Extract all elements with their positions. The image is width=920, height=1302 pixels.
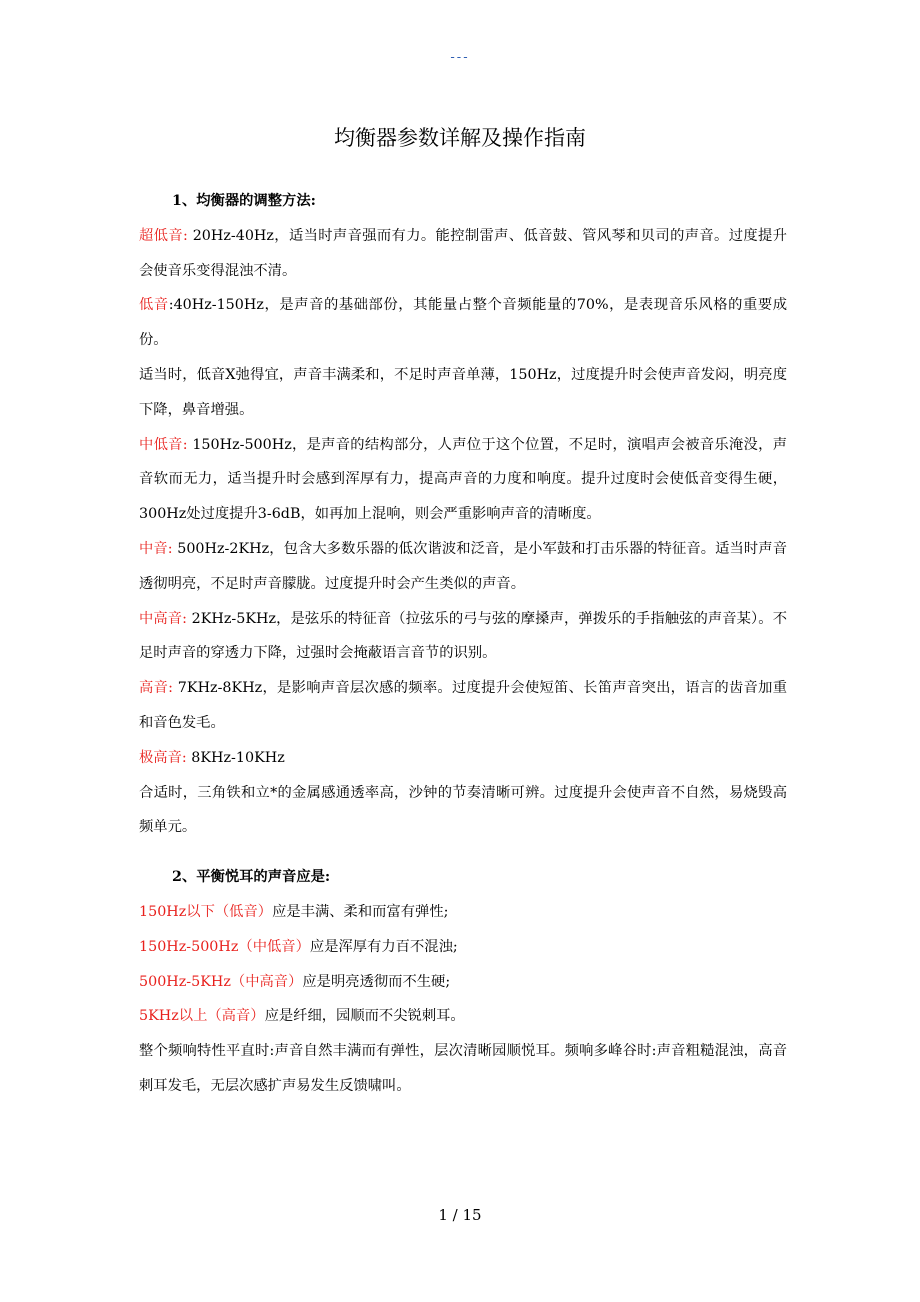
paragraph-bass xyxy=(139,288,787,358)
text-ultra-high: 8KHz-10KHz xyxy=(186,749,285,766)
header-mark: --- xyxy=(450,50,470,65)
text-frequency-response: 整个频响特性平直时:声音自然丰满而有弹性，层次清晰园顺悦耳。频响多峰谷时:声音粗糙混浊，高音刺耳发毛，无层次感扩声易发生反馈啸叫。 xyxy=(139,1043,787,1094)
paragraph-balanced-high-mid xyxy=(139,965,787,1000)
document-body xyxy=(139,184,787,1104)
text-mid: 500Hz-2KHz，包含大多数乐器的低次谐波和泛音，是小军鼓和打击乐器的特征音。适当时声音透彻明亮，不足时声音朦胧。过度提升时会产生类似的声音。 xyxy=(139,540,787,592)
paragraph-mid xyxy=(139,532,787,602)
text-balanced-high-mid: 应是明亮透彻而不生硬; xyxy=(302,973,451,990)
text-low-mid: 150Hz-500Hz，是声音的结构部分，人声位于这个位置，不足时，演唱声会被音乐淹没，声音软而无力，适当提升时会感到浑厚有力，提高声音的力度和响度。提升过度时会使低音变得生硬，300Hz处过度提升3-6dB，如再加上混响，则会严重影响声音的清晰度。 xyxy=(139,436,787,523)
text-balanced-treble: 应是纤细，园顺而不尖锐刺耳。 xyxy=(264,1008,465,1025)
paragraph-balanced-low-mid xyxy=(139,930,787,965)
page-number: 1 / 15 xyxy=(438,1206,482,1224)
label-high-mid: 中高音: xyxy=(139,610,187,627)
label-balanced-high-mid: 500Hz-5KHz（中高音） xyxy=(139,973,303,990)
paragraph-low-mid xyxy=(139,428,787,532)
text-balanced-bass: 应是丰满、柔和而富有弹性; xyxy=(272,903,449,920)
text-bass-detail: 适当时，低音X弛得宜，声音丰满柔和，不足时声音单薄，150Hz，过度提升时会使声音发闷，明亮度下降，鼻音增强。 xyxy=(139,366,787,418)
paragraph-treble xyxy=(139,671,787,741)
text-high-mid: 2KHz-5KHz，是弦乐的特征音（拉弦乐的弓与弦的摩搡声，弹拨乐的手指触弦的声音某）。不足时声音的穿透力下降，过强时会掩蔽语言音节的识别。 xyxy=(139,610,787,662)
label-sub-bass: 超低音: xyxy=(139,227,188,244)
label-balanced-low-mid: 150Hz-500Hz（中低音） xyxy=(139,938,310,955)
page-title: 均衡器参数详解及操作指南 xyxy=(334,126,586,150)
label-treble: 高音: xyxy=(139,680,173,697)
label-mid: 中音: xyxy=(139,540,173,557)
text-ultra-high-detail: 合适时，三角铁和立*的金属感通透率高，沙钟的节奏清晰可辨。过度提升会使声音不自然，易烧毁高频单元。 xyxy=(139,784,787,836)
paragraph-sub-bass xyxy=(139,219,787,289)
label-bass: 低音 xyxy=(139,297,169,314)
text-bass: :40Hz-150Hz，是声音的基础部份，其能量占整个音频能量的70%，是表现音乐风格的重要成份。 xyxy=(139,297,788,349)
paragraph-frequency-response xyxy=(139,1034,787,1104)
section-1-heading: 1、均衡器的调整方法: xyxy=(172,193,316,209)
text-treble: 7KHz-8KHz，是影响声音层次感的频率。过度提升会使短笛、长笛声音突出，语言的齿音加重和音色发毛。 xyxy=(139,680,787,731)
paragraph-high-mid xyxy=(139,602,787,672)
label-low-mid: 中低音: xyxy=(139,436,188,453)
paragraph-balanced-treble xyxy=(139,999,787,1034)
paragraph-ultra-high-detail xyxy=(139,776,787,846)
paragraph-balanced-bass xyxy=(139,895,787,930)
label-balanced-bass: 150Hz以下（低音） xyxy=(139,903,273,920)
section-gap xyxy=(139,845,787,860)
paragraph-ultra-high xyxy=(139,741,787,776)
section-2-heading: 2、平衡悦耳的声音应是: xyxy=(172,869,331,886)
label-balanced-treble: 5KHz以上（高音） xyxy=(139,1008,265,1025)
paragraph-bass-detail xyxy=(139,358,787,428)
label-ultra-high: 极高音: xyxy=(139,749,187,766)
text-sub-bass: 20Hz-40Hz，适当时声音强而有力。能控制雷声、低音鼓、管风琴和贝司的声音。过度提升会使音乐变得混浊不清。 xyxy=(139,227,787,279)
text-balanced-low-mid: 应是浑厚有力百不混浊; xyxy=(309,938,458,955)
